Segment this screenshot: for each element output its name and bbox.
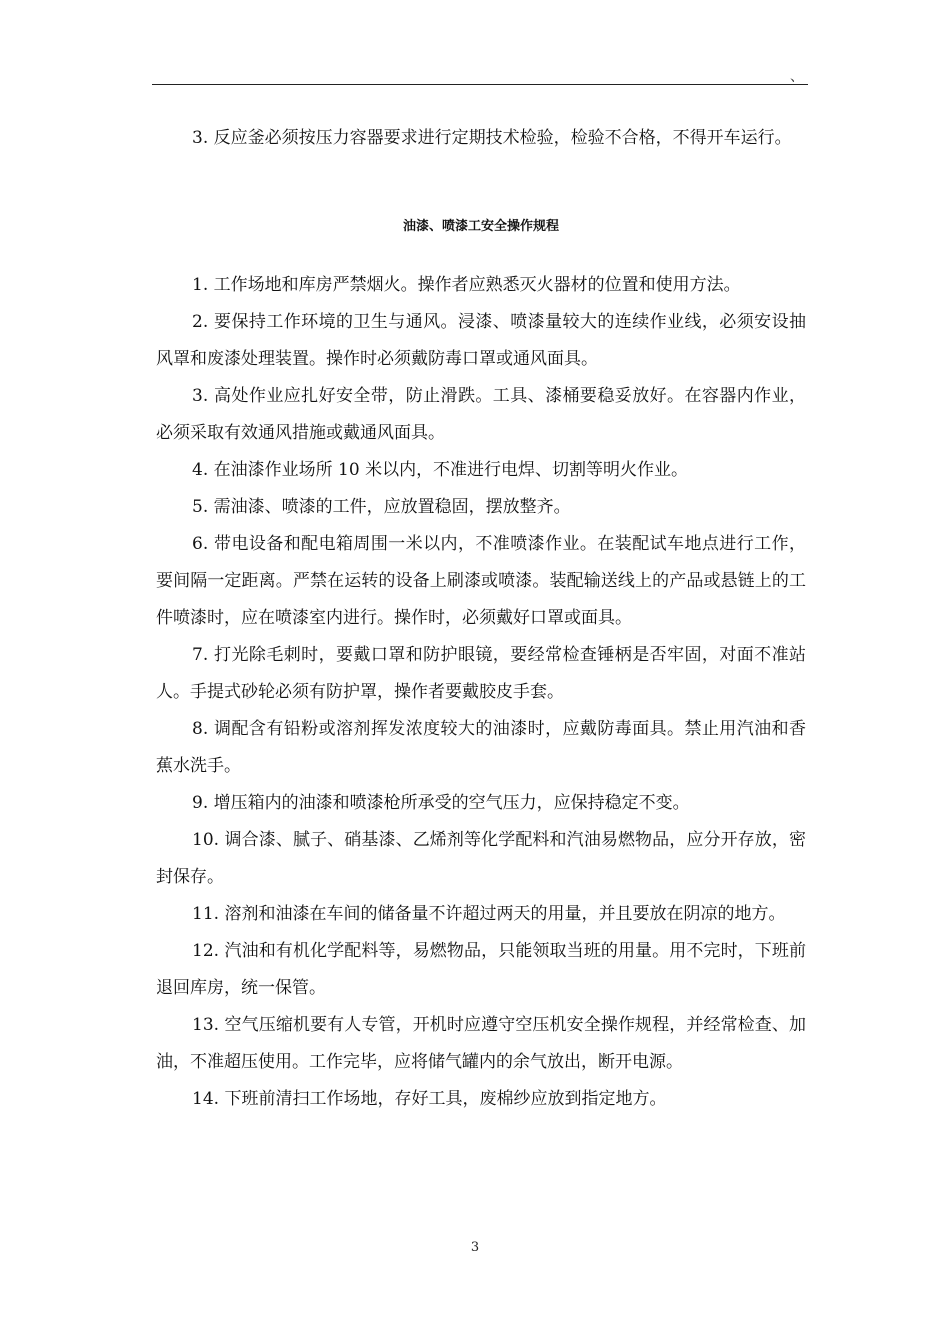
document-body <box>156 120 806 1118</box>
rule-item-9: 9. 增压箱内的油漆和喷漆枪所承受的空气压力，应保持稳定不变。 <box>192 793 690 813</box>
rule-item-5: 5. 需油漆、喷漆的工件，应放置稳固，摆放整齐。 <box>192 497 571 517</box>
rule-item-12: 12. 汽油和有机化学配料等，易燃物品，只能领取当班的用量。用不完时，下班前退回库房，统一保管。 <box>156 941 806 998</box>
rule-item-2: 2. 要保持工作环境的卫生与通风。浸漆、喷漆量较大的连续作业线，必须安设抽风罩和废漆处理装置。操作时必须戴防毒口罩或通风面具。 <box>156 312 806 369</box>
section-title: 油漆、喷漆工安全操作规程 <box>402 219 559 234</box>
intro-paragraph: 3. 反应釜必须按压力容器要求进行定期技术检验，检验不合格，不得开车运行。 <box>192 128 792 148</box>
header-rule <box>152 84 808 85</box>
rule-item-6: 6. 带电设备和配电箱周围一米以内，不准喷漆作业。在装配试车地点进行工作，要间隔一定距离。严禁在运转的设备上刷漆或喷漆。装配输送线上的产品或悬链上的工件喷漆时，应在喷漆室内进行。操作时，必须戴好口罩或面具。 <box>156 534 806 628</box>
rule-item-1: 1. 工作场地和库房严禁烟火。操作者应熟悉灭火器材的位置和使用方法。 <box>192 275 741 295</box>
rule-item-4: 4. 在油漆作业场所 10 米以内，不准进行电焊、切割等明火作业。 <box>192 460 689 480</box>
rule-item-13: 13. 空气压缩机要有人专管，开机时应遵守空压机安全操作规程，并经常检查、加油，不准超压使用。工作完毕，应将储气罐内的余气放出，断开电源。 <box>156 1015 806 1072</box>
rule-item-10: 10. 调合漆、腻子、硝基漆、乙烯剂等化学配料和汽油易燃物品，应分开存放，密封保存。 <box>156 830 806 887</box>
rule-item-7: 7. 打光除毛刺时，要戴口罩和防护眼镜，要经常检查锤柄是否牢固，对面不准站人。手提式砂轮必须有防护罩，操作者要戴胶皮手套。 <box>156 645 806 702</box>
rule-item-3: 3. 高处作业应扎好安全带，防止滑跌。工具、漆桶要稳妥放好。在容器内作业，必须采取有效通风措施或戴通风面具。 <box>156 386 806 443</box>
header-mark: 、 <box>790 69 804 85</box>
rule-item-8: 8. 调配含有铅粉或溶剂挥发浓度较大的油漆时，应戴防毒面具。禁止用汽油和香蕉水洗手。 <box>156 719 806 776</box>
page-number: 3 <box>470 1240 480 1255</box>
rule-item-11: 11. 溶剂和油漆在车间的储备量不许超过两天的用量，并且要放在阴凉的地方。 <box>192 904 786 924</box>
rule-item-14: 14. 下班前清扫工作场地，存好工具，废棉纱应放到指定地方。 <box>192 1089 667 1109</box>
